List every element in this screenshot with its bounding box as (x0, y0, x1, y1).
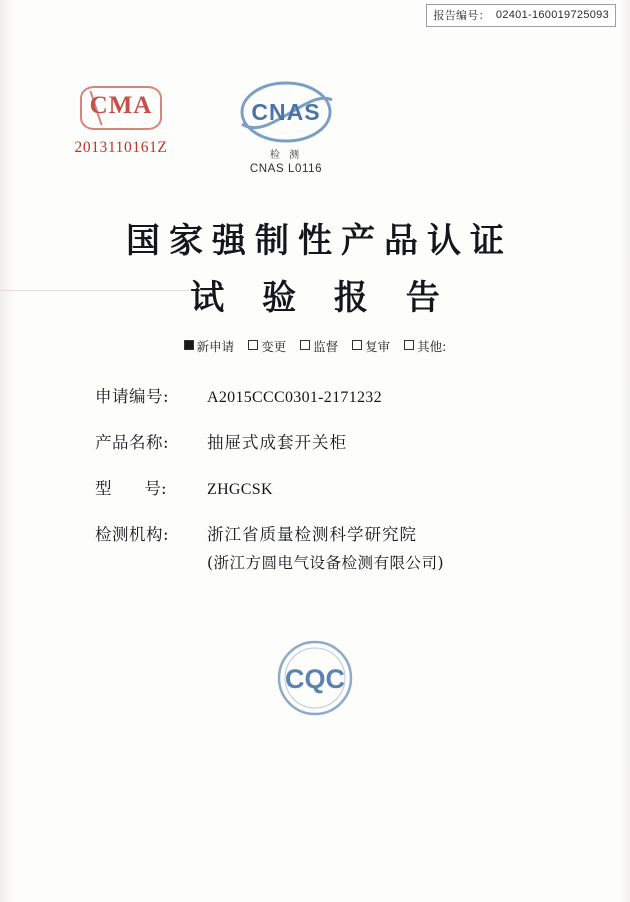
checkbox-icon-new[interactable] (184, 340, 194, 350)
cnas-logo-icon (234, 78, 338, 150)
report-number-label: 报告编号： (433, 9, 490, 22)
field-label-application-number: 申请编号: (95, 387, 170, 406)
application-type-option-1[interactable] (248, 339, 290, 354)
field-value-testing-organization-line2: (浙江方圆电气设备检测有限公司) (207, 554, 445, 572)
cqc-mark (0, 636, 630, 727)
application-type-option-0[interactable] (184, 339, 239, 354)
cnas-code: CNAS L0116 (249, 163, 323, 175)
cnas-subtitle: 检 测 (269, 150, 303, 161)
field-model (95, 475, 555, 499)
application-type-label-4: 其他: (417, 339, 447, 354)
application-type-label-2: 监督 (313, 339, 339, 354)
application-type-label-3: 复审 (365, 339, 391, 354)
field-label-testing-organization: 检测机构: (95, 525, 170, 544)
svg-text:CNAS: CNAS (251, 99, 321, 125)
checkbox-icon-review[interactable] (352, 340, 362, 350)
cma-logo-icon (80, 86, 162, 130)
page-title-line1: 国家强制性产品认证 (126, 221, 513, 261)
checkbox-icon-supervision[interactable] (300, 340, 310, 350)
report-number-value: 02401-160019725093 (495, 9, 609, 21)
field-label-product-name: 产品名称: (95, 433, 170, 452)
field-product-name (95, 429, 555, 453)
field-application-number (95, 383, 555, 407)
field-value-product-name: 抽屉式成套开关柜 (207, 433, 347, 452)
cqc-logo-icon (260, 636, 370, 722)
checkbox-icon-change[interactable] (248, 340, 258, 350)
application-type-option-3[interactable] (352, 339, 394, 354)
svg-text:CQC: CQC (285, 664, 345, 694)
application-type-option-4[interactable] (404, 339, 446, 354)
report-field-list (95, 383, 555, 595)
application-type-row (0, 337, 630, 355)
scan-edge-right (620, 0, 630, 902)
accreditation-marks (46, 78, 586, 188)
cnas-mark (196, 78, 376, 175)
scan-edge-left (0, 0, 14, 902)
field-value-testing-organization (207, 521, 555, 573)
report-number-box (426, 4, 616, 27)
application-type-label-0: 新申请 (196, 339, 235, 354)
cma-mark (46, 86, 196, 157)
cma-certificate-number: 2013110161Z (74, 139, 168, 156)
field-label-model: 型 号: (95, 479, 167, 498)
checkbox-icon-other[interactable] (404, 340, 414, 350)
application-type-option-2[interactable] (300, 339, 342, 354)
field-value-testing-organization-line1: 浙江省质量检测科学研究院 (207, 525, 417, 544)
field-value-application-number: A2015CCC0301-2171232 (207, 389, 382, 406)
application-type-label-1: 变更 (261, 339, 287, 354)
field-value-model: ZHGCSK (207, 481, 273, 498)
cma-logo-text: CMA (89, 92, 153, 119)
field-testing-organization (95, 521, 555, 573)
page-title-line2: 试 验 报 告 (190, 278, 453, 318)
